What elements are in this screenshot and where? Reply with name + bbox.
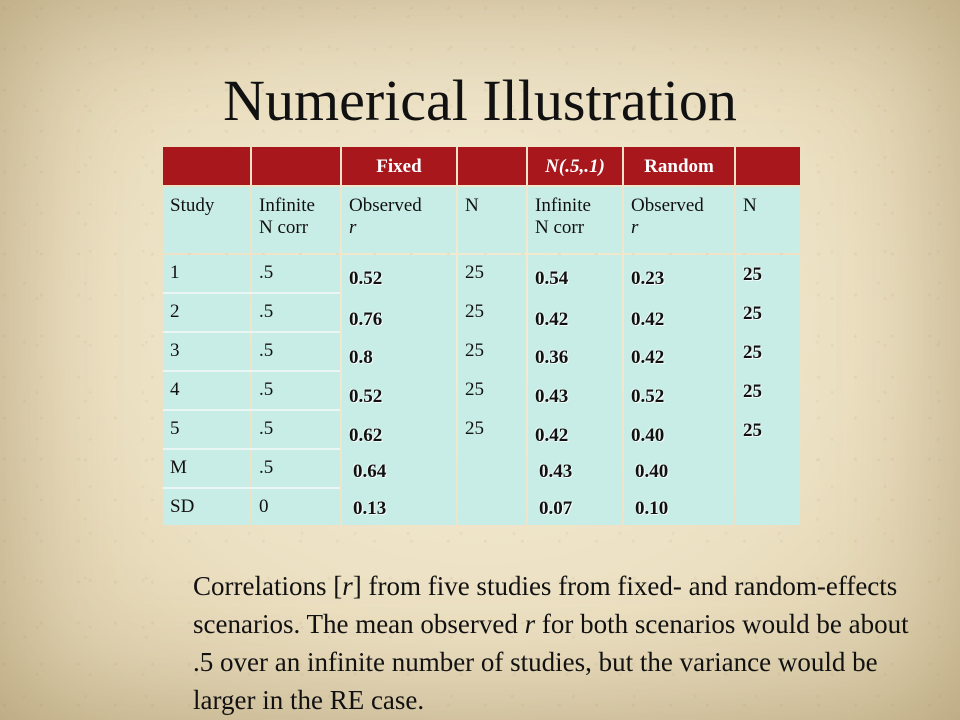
study-number: 3 (170, 340, 180, 361)
random-n: 25 (743, 420, 762, 441)
col-observed-r: Observed r (342, 187, 456, 253)
col-study: Study (163, 187, 250, 253)
study-number: 2 (170, 301, 180, 322)
infinite-n-corr-value: .5 (259, 418, 274, 439)
col-n: N (736, 187, 800, 253)
header-cell-blank (736, 147, 800, 185)
fixed-observed-r: 0.52 (349, 268, 383, 289)
infinite-n-corr-value: .5 (259, 340, 274, 361)
study-number: 1 (170, 262, 180, 283)
random-observed-r: 0.52 (631, 386, 665, 407)
random-n: 25 (743, 381, 762, 402)
random-n: 25 (743, 264, 762, 285)
fixed-n: 25 (465, 301, 484, 322)
header-cell-blank (163, 147, 250, 185)
random-n: 25 (743, 342, 762, 363)
slide-title: Numerical Illustration (223, 68, 737, 133)
sd-label: SD (170, 496, 195, 517)
infinite-n-corr-value: .5 (259, 301, 274, 322)
random-infinite-n-corr: 0.43 (535, 386, 569, 407)
infinite-n-corr-value: .5 (259, 379, 274, 400)
fixed-n: 25 (465, 379, 484, 400)
random-infinite-n-corr: 0.54 (535, 268, 569, 289)
fixed-observed-r: 0.8 (349, 347, 373, 368)
random-observed-r: 0.23 (631, 268, 665, 289)
random-observed-r-mean: 0.40 (635, 461, 669, 482)
header-distribution: N(.5,.1) (528, 147, 622, 185)
fixed-n: 25 (465, 340, 484, 361)
random-observed-r: 0.40 (631, 425, 665, 446)
random-observed-r: 0.42 (631, 309, 665, 330)
header-cell-blank (252, 147, 340, 185)
fixed-observed-r-mean: 0.64 (353, 461, 387, 482)
fixed-observed-r: 0.52 (349, 386, 383, 407)
header-fixed: Fixed (342, 147, 456, 185)
study-number: 4 (170, 379, 180, 400)
fixed-n: 25 (465, 262, 484, 283)
header-cell-blank (458, 147, 526, 185)
infinite-n-corr-mean: .5 (259, 457, 274, 478)
random-n: 25 (743, 303, 762, 324)
fixed-observed-r: 0.76 (349, 309, 383, 330)
random-observed-r: 0.42 (631, 347, 665, 368)
col-observed-r: Observed r (624, 187, 734, 253)
col-infinite-n-corr: Infinite N corr (252, 187, 340, 253)
random-infinite-n-corr-sd: 0.07 (539, 498, 573, 519)
random-infinite-n-corr: 0.42 (535, 309, 569, 330)
fixed-observed-r-sd: 0.13 (353, 498, 387, 519)
fixed-n: 25 (465, 418, 484, 439)
infinite-n-corr-sd: 0 (259, 496, 269, 517)
random-infinite-n-corr-mean: 0.43 (539, 461, 573, 482)
infinite-n-corr-value: .5 (259, 262, 274, 283)
header-random: Random (624, 147, 734, 185)
col-infinite-n-corr: Infinite N corr (528, 187, 622, 253)
col-n: N (458, 187, 526, 253)
random-infinite-n-corr: 0.42 (535, 425, 569, 446)
fixed-observed-r: 0.62 (349, 425, 383, 446)
mean-label: M (170, 457, 187, 478)
random-infinite-n-corr: 0.36 (535, 347, 569, 368)
slide-caption: Correlations [r] from five studies from fixed- and random-effects scenarios. The mean observed r for both scenarios would be about .5 over an infinite number of studies, but the variance would be larger in the RE case. (193, 571, 909, 715)
random-observed-r-sd: 0.10 (635, 498, 669, 519)
study-number: 5 (170, 418, 180, 439)
